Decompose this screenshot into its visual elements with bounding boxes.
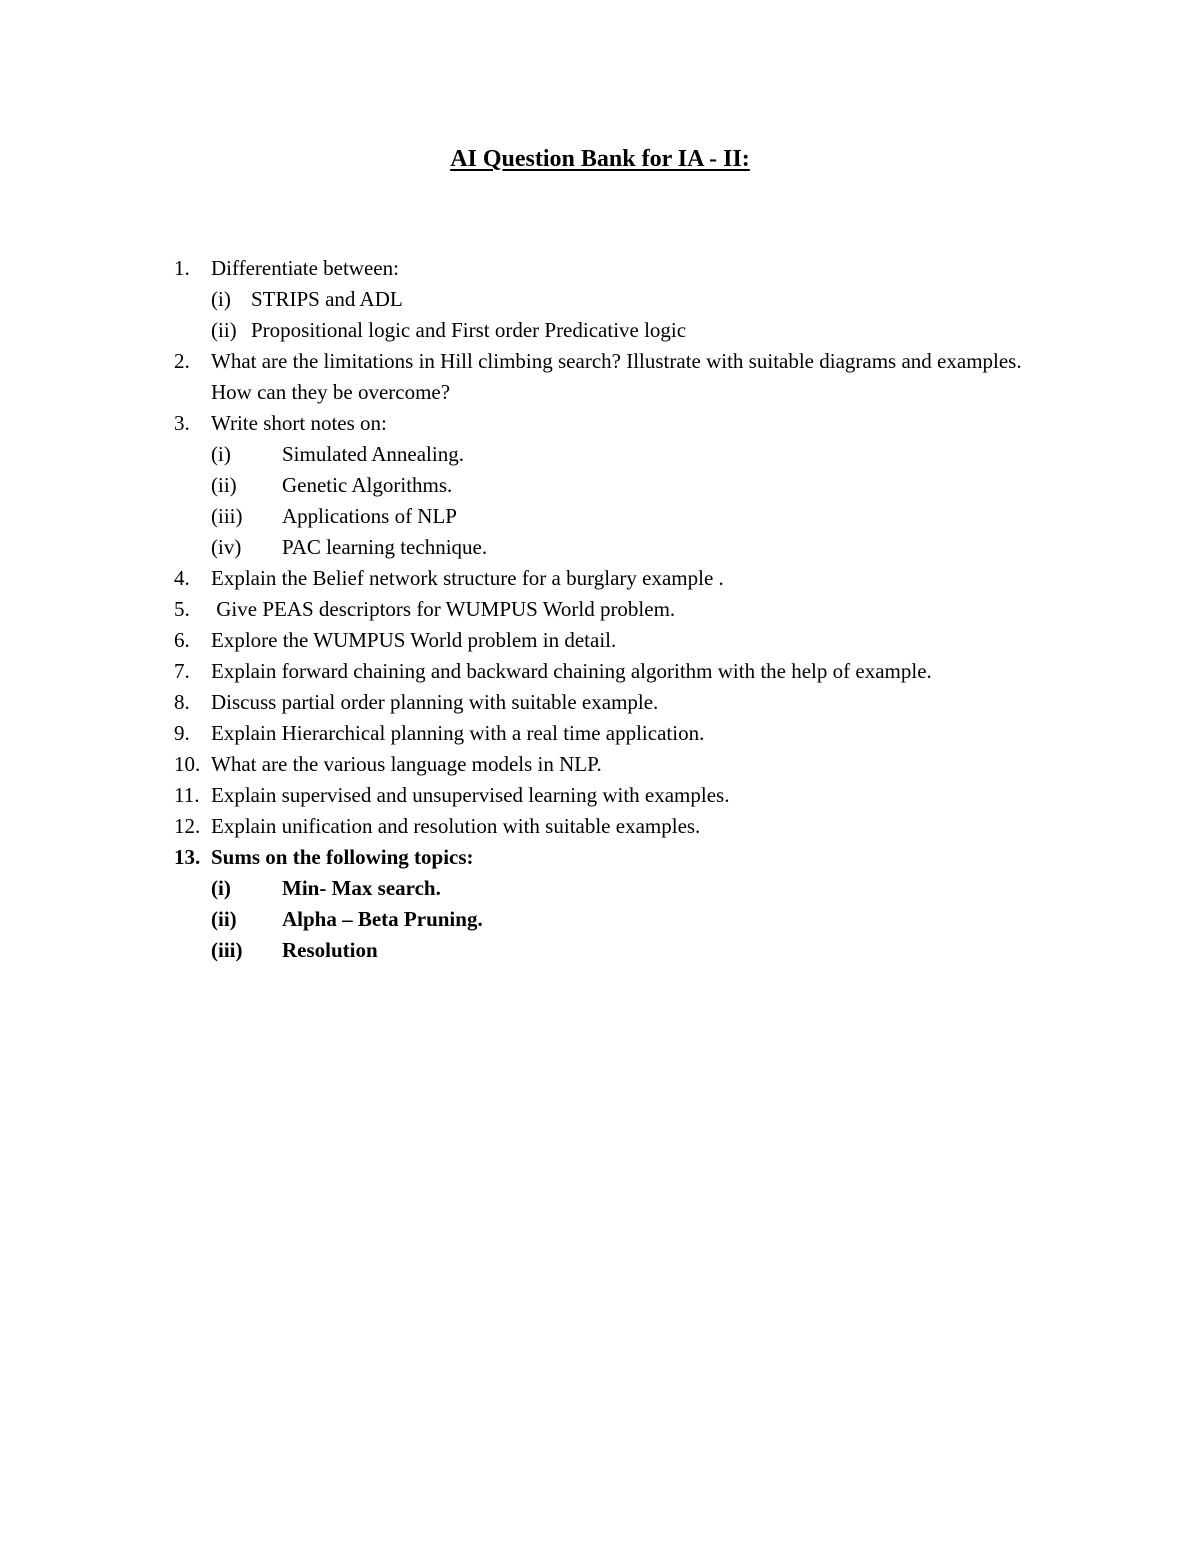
- question-text: Explain forward chaining and backward chaining algorithm with the help of example.: [211, 659, 932, 683]
- question-3-sub-iv: [174, 532, 1054, 563]
- sub-question-number: (i): [211, 876, 231, 900]
- question-number: 13.: [174, 845, 201, 869]
- sub-question-text: Genetic Algorithms.: [282, 473, 453, 497]
- question-1-sub-ii: [174, 315, 1054, 346]
- sub-question-number: (ii): [211, 907, 237, 931]
- question-text: Write short notes on:: [211, 411, 387, 435]
- question-number: 1.: [174, 256, 190, 280]
- question-text: What are the various language models in NLP.: [211, 752, 602, 776]
- question-3-sub-i: [174, 439, 1054, 470]
- question-11: [174, 780, 1054, 811]
- question-10: [174, 749, 1054, 780]
- question-text: Discuss partial order planning with suitable example.: [211, 690, 659, 714]
- sub-question-text: PAC learning technique.: [282, 535, 488, 559]
- question-number: 8.: [174, 690, 190, 714]
- question-6: [174, 625, 1054, 656]
- question-number: 6.: [174, 628, 190, 652]
- document-title-text: AI Question Bank for IA - II:: [450, 146, 750, 172]
- question-text: Differentiate between:: [211, 256, 399, 280]
- question-1-sub-i: [174, 284, 1054, 315]
- sub-question-text: STRIPS and ADL: [251, 287, 403, 311]
- question-13-sub-iii: [174, 935, 1054, 966]
- question-9: [174, 718, 1054, 749]
- question-3-sub-ii: [174, 470, 1054, 501]
- question-text: Explain unification and resolution with suitable examples.: [211, 814, 701, 838]
- sub-question-number: (iv): [211, 535, 242, 559]
- question-text: Explain supervised and unsupervised learning with examples.: [211, 783, 730, 807]
- sub-question-number: (i): [211, 287, 231, 311]
- document-title: [0, 143, 1200, 175]
- sub-question-text: Alpha – Beta Pruning.: [282, 907, 483, 931]
- question-8: [174, 687, 1054, 718]
- sub-question-number: (iii): [211, 504, 243, 528]
- sub-question-text: Min- Max search.: [282, 876, 441, 900]
- question-number: 3.: [174, 411, 190, 435]
- sub-question-number: (ii): [211, 318, 237, 342]
- sub-question-text: Simulated Annealing.: [282, 442, 464, 466]
- question-text: Explore the WUMPUS World problem in detail.: [211, 628, 617, 652]
- question-number: 5.: [174, 597, 190, 621]
- question-list: [174, 253, 1054, 966]
- sub-question-number: (ii): [211, 473, 237, 497]
- sub-question-text: Applications of NLP: [282, 504, 457, 528]
- sub-question-text: Resolution: [282, 938, 378, 962]
- question-3: [174, 408, 1054, 439]
- question-4: [174, 563, 1054, 594]
- question-text: Explain Hierarchical planning with a real time application.: [211, 721, 705, 745]
- question-number: 2.: [174, 349, 190, 373]
- question-text: Give PEAS descriptors for WUMPUS World problem.: [211, 597, 676, 621]
- sub-question-number: (iii): [211, 938, 243, 962]
- question-12: [174, 811, 1054, 842]
- question-3-sub-iii: [174, 501, 1054, 532]
- question-number: 11.: [174, 783, 200, 807]
- sub-question-number: (i): [211, 442, 231, 466]
- question-text: What are the limitations in Hill climbing search? Illustrate with suitable diagrams and examples. How can they be overcome?: [211, 349, 1022, 404]
- question-number: 9.: [174, 721, 190, 745]
- question-number: 7.: [174, 659, 190, 683]
- question-5: [174, 594, 1054, 625]
- question-number: 10.: [174, 752, 201, 776]
- question-text: Explain the Belief network structure for a burglary example .: [211, 566, 724, 590]
- question-13-sub-i: [174, 873, 1054, 904]
- sub-question-text: Propositional logic and First order Predicative logic: [251, 318, 687, 342]
- question-number: 12.: [174, 814, 201, 838]
- question-number: 4.: [174, 566, 190, 590]
- question-1: [174, 253, 1054, 284]
- question-2: [174, 346, 1054, 408]
- question-7: [174, 656, 1054, 687]
- question-13: [174, 842, 1054, 873]
- question-13-sub-ii: [174, 904, 1054, 935]
- question-text: Sums on the following topics:: [211, 845, 474, 869]
